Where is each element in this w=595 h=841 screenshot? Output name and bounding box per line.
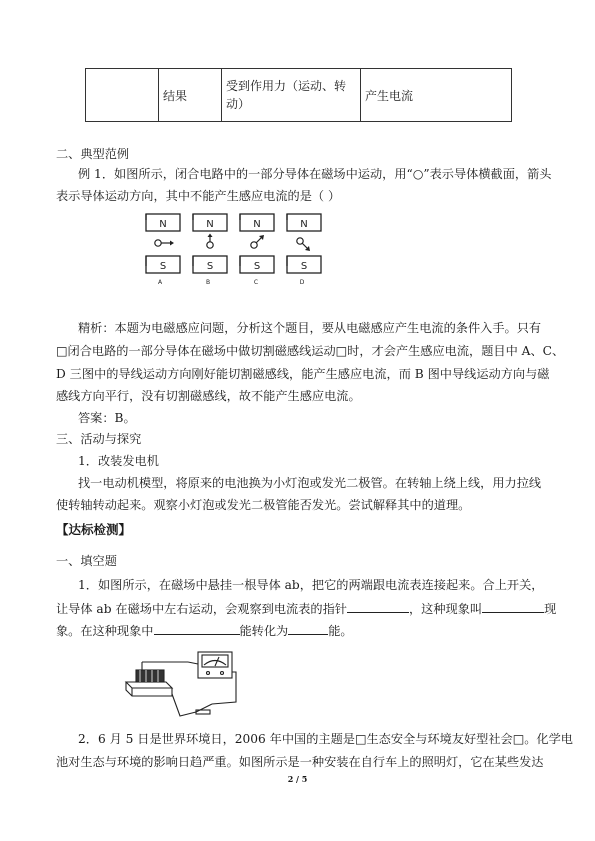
q1-line2 bbox=[56, 598, 556, 619]
panel-label-c: C bbox=[253, 279, 259, 286]
table-cell-force-line2: 动） bbox=[226, 97, 251, 111]
panel-c bbox=[240, 214, 274, 286]
conductor-b bbox=[207, 242, 213, 248]
panel-label-b: B bbox=[205, 279, 211, 286]
north-label: N bbox=[300, 219, 308, 230]
conductor-a bbox=[155, 240, 161, 246]
north-label: N bbox=[206, 219, 214, 230]
table-cell-force-line1: 受到作用力（运动、转 bbox=[226, 79, 347, 93]
test-subheading: 一、填空题 bbox=[56, 554, 117, 568]
north-label: N bbox=[159, 219, 167, 230]
q2-line2: 池对生态与环境的影响日趋严重。如图所示是一种安装在自行车上的照明灯，它在某些发达 bbox=[56, 755, 544, 769]
section3-heading: 三、活动与探究 bbox=[56, 432, 142, 446]
south-label: S bbox=[300, 261, 308, 272]
answer-blank-3[interactable] bbox=[154, 620, 240, 635]
table-row bbox=[86, 69, 512, 122]
analysis-line2: □闭合电路的一部分导体在磁场中做切割磁感线运动□时，才会产生感应电流，题目中 A、C、 bbox=[56, 344, 565, 358]
section3-text-line2: 使转轴转动起来。观察小灯泡或发光二极管能否发光。尝试解释其中的道理。 bbox=[56, 498, 471, 512]
south-label: S bbox=[206, 261, 214, 272]
magnet-figure bbox=[140, 210, 330, 290]
analysis-line3: D 三图中的导线运动方向刚好能切割磁感线，能产生感应电流，而 B 图中导线运动方向与磁 bbox=[56, 367, 550, 381]
panel-b bbox=[193, 214, 227, 286]
answer: 答案：B。 bbox=[78, 411, 136, 425]
analysis-line4: 感线方向平行，没有切割磁感线，故不能产生感应电流。 bbox=[56, 389, 361, 403]
panel-label-a: A bbox=[157, 279, 163, 286]
q1-line3-c: 能。 bbox=[328, 624, 353, 638]
q1-line1: 1．如图所示，在磁场中悬挂一根导体 ab，把它的两端跟电流表连接起来。合上开关， bbox=[78, 578, 544, 592]
result-table bbox=[85, 68, 512, 122]
magnet-icon bbox=[126, 682, 172, 688]
table-cell-force bbox=[222, 69, 361, 122]
answer-blank-4[interactable] bbox=[288, 620, 328, 635]
q1-line2-b: ，这种现象叫 bbox=[408, 602, 483, 616]
test-heading: 【达标检测】 bbox=[56, 522, 132, 537]
q2-line1: 2．6 月 5 日是世界环境日，2006 年中国的主题是□生态安全与环境友好型社会□。化学电 bbox=[78, 732, 573, 746]
south-label: S bbox=[253, 261, 261, 272]
q1-line3 bbox=[56, 620, 353, 641]
analysis-line1: 精析：本题为电磁感应问题，分析这个题目，要从电磁感应产生电流的条件入手。只有 bbox=[78, 321, 542, 335]
panel-label-d: D bbox=[299, 279, 305, 286]
section3-item-title: 1．改装发电机 bbox=[78, 454, 159, 468]
panel-d bbox=[287, 214, 321, 286]
section2-heading: 二、典型范例 bbox=[56, 147, 130, 161]
galvanometer-circuit-figure bbox=[118, 642, 253, 722]
q1-line3-a: 象。在这种现象中 bbox=[56, 624, 154, 638]
answer-blank-1[interactable] bbox=[347, 598, 409, 613]
q1-line2-a: 让导体 ab 在磁场中左右运动，会观察到电流表的指针 bbox=[56, 602, 347, 616]
page-number: 2 / 5 bbox=[287, 774, 308, 784]
section3-text-line1: 找一电动机模型，将原来的电池换为小灯泡或发光二极管。在转轴上绕上线，用力拉线 bbox=[78, 476, 542, 490]
answer-blank-2[interactable] bbox=[482, 598, 544, 613]
table-cell-result: 结果 bbox=[159, 69, 222, 122]
panel-a bbox=[146, 214, 180, 286]
example-line2: 表示导体运动方向，其中不能产生感应电流的是（ ） bbox=[56, 189, 341, 203]
table-cell-current: 产生电流 bbox=[361, 69, 512, 122]
q1-line3-b: 能转化为 bbox=[239, 624, 289, 638]
table-cell-empty bbox=[86, 69, 159, 122]
example-line1: 例 1．如图所示，闭合电路中的一部分导体在磁场中运动，用“○”表示导体横截面，箭头 bbox=[78, 167, 552, 181]
q1-line2-c: 现 bbox=[544, 602, 557, 616]
south-label: S bbox=[159, 261, 167, 272]
north-label: N bbox=[253, 219, 261, 230]
